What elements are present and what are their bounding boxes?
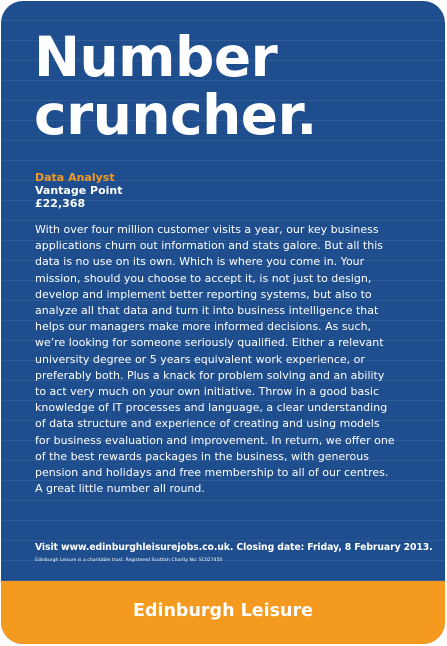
job-location: Vantage Point	[35, 184, 123, 197]
footer-band	[1, 581, 445, 644]
headline-line-1: Number	[34, 25, 278, 89]
brand-logo: Edinburgh Leisure	[132, 601, 314, 621]
job-salary: £22,368	[35, 197, 86, 210]
job-title: Data Analyst	[35, 171, 115, 184]
charity-notice: Edinburgh Leisure is a charitable trust. Registered Scottish Charity No: SC027450	[35, 558, 223, 563]
visit-and-closing-date: Visit www.edinburghleisurejobs.co.uk. Closing date: Friday, 8 February 2013.	[35, 542, 433, 553]
job-details	[35, 171, 123, 210]
headline-line-2: cruncher.	[34, 83, 317, 147]
job-description: With over four million customer visits a year, our key business applications churn out information and stats galore. But all this data is no use on its own. Which is where you come in. Your mission, should you choose to accept it, is not just to design, develop and implement better reporting systems, but also to analyze all that data and turn it into business intelligence that helps our managers make more informed decisions. As such, we’re looking for someone seriously qualified. Either a relevant university degree or 5 years equivalent work experience, or preferably both. Plus a knack for problem solving and an ability to act very much on your own initiative. Throw in a good basic knowledge of IT processes and language, a clear understanding of data structure and experience of creating and using models for business evaluation and improvement. In return, we offer one of the best rewards packages in the business, with generous pension and holidays and free membership to all of our centres. A great little number all round.	[35, 223, 395, 496]
headline	[34, 25, 317, 147]
job-advert-card	[1, 1, 445, 644]
